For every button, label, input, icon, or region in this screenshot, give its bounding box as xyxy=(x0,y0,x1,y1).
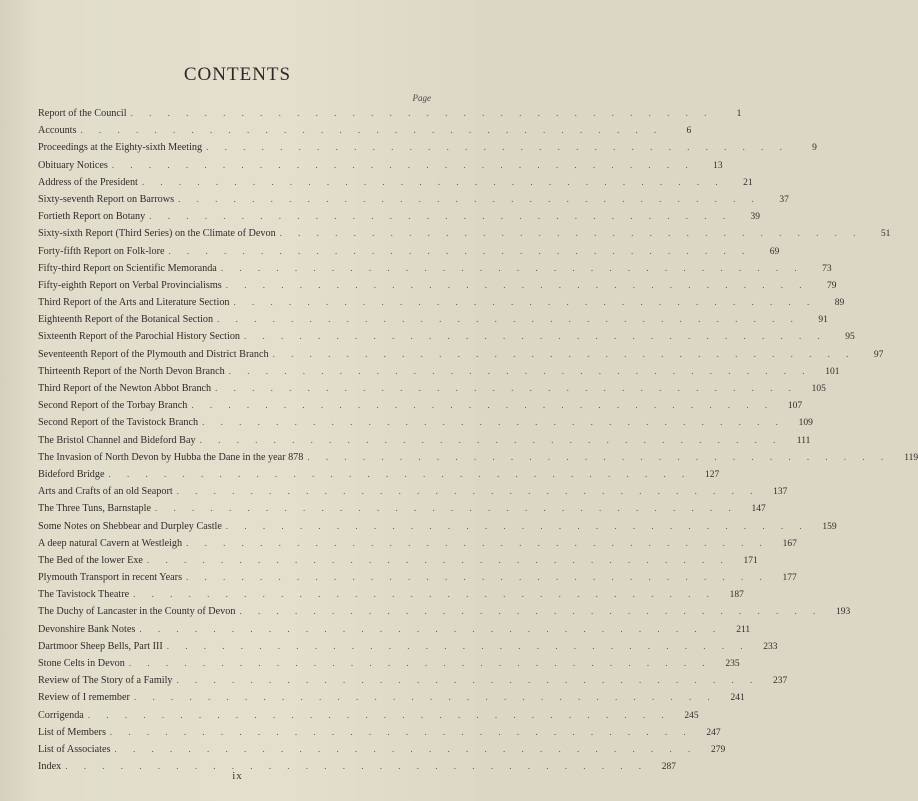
toc-entry xyxy=(38,658,740,675)
toc-entry-title: Second Report of the Torbay Branch xyxy=(38,400,188,412)
leader-dots: . . . . . . . . . . . . . . . . . . . . . . . . . . . . . . . . xyxy=(87,709,671,720)
leader-dots: . . . . . . . . . . . . . . . . . . . . . . . . . . . . . . . . xyxy=(191,400,775,411)
toc-entry-page-number: 91 xyxy=(818,315,828,326)
toc-entry-page-number: 95 xyxy=(845,332,855,343)
toc-entry-title: Sixteenth Report of the Parochial History Section xyxy=(38,331,241,343)
leader-dots: . . . . . . . . . . . . . . . . . . . . . . . . . . . . . . . . xyxy=(149,211,732,222)
toc-entry-page-number: 6 xyxy=(686,126,692,137)
leader-dots: . . . . . . . . . . . . . . . . . . . . . . . . . . . . . . . . xyxy=(225,520,809,531)
toc-entry-title: Devonshire Bank Notes xyxy=(38,623,136,635)
toc-entry-title: Seventeenth Report of the Plymouth and District Branch xyxy=(38,348,269,360)
toc-entry xyxy=(38,692,745,709)
toc-entry xyxy=(38,159,723,177)
toc-entry-page-number: 1 xyxy=(736,109,742,119)
toc-entry xyxy=(38,365,840,383)
toc-entry-title: Accounts xyxy=(38,125,77,137)
toc-entry-page-number: 247 xyxy=(706,727,721,738)
leader-dots: . . . . . . . . . . . . . . . . . . . . . . . . . . . . . . . . xyxy=(239,606,823,617)
toc-entry-title: Some Notes on Shebbear and Durpley Castle xyxy=(38,520,222,532)
toc-entry xyxy=(38,279,837,297)
leader-dots: . . . . . . . . . . . . . . . . . . . . . . . . . . . . . . . . xyxy=(233,297,817,308)
toc-entry xyxy=(38,503,766,520)
toc-entry xyxy=(38,640,778,658)
toc-entry-page-number: 89 xyxy=(834,298,845,309)
toc-entry-title: Dartmoor Sheep Bells, Part III xyxy=(38,640,163,652)
leader-dots: . . . . . . . . . . . . . . . . . . . . . . . . . . . . . . . . xyxy=(279,228,863,239)
toc-entry-title: List of Members xyxy=(38,726,106,738)
toc-entry-page-number: 79 xyxy=(826,280,837,291)
leader-dots: . . . . . . . . . . . . . . . . . . . . . . . . . . . . . . . . xyxy=(141,176,725,187)
leader-dots: . . . . . . . . . . . . . . . . . . . . . . . . . . . . . . . . xyxy=(307,451,891,462)
toc-entry-title: The Bristol Channel and Bideford Bay xyxy=(38,434,196,446)
toc-entry xyxy=(38,228,891,245)
toc-entry xyxy=(38,176,753,194)
leader-dots: . . . . . . . . . . . . . . . . . . . . . . . . . . . . . . . . xyxy=(114,743,698,754)
toc-entry xyxy=(38,520,837,538)
toc-entry-title: Report of the Council xyxy=(38,108,127,119)
toc-entry xyxy=(38,572,797,589)
leader-dots: . . . . . . . . . . . . . . . . . . . . . . . . . . . . . . . . xyxy=(130,108,714,118)
toc-entry xyxy=(38,211,760,228)
leader-dots: . . . . . . . . . . . . . . . . . . . . . . . . . . . . . . . . xyxy=(186,572,769,583)
toc-entry-title: List of Associates xyxy=(38,743,111,755)
toc-entry xyxy=(38,400,803,417)
toc-entry-page-number: 69 xyxy=(769,246,780,257)
toc-entry-page-number: 241 xyxy=(730,693,745,704)
leader-dots: . . . . . . . . . . . . . . . . . . . . . . . . . . . . . . . . xyxy=(186,537,769,548)
page-title: CONTENTS xyxy=(183,64,292,85)
toc-entry-title: Arts and Crafts of an old Seaport xyxy=(38,486,173,498)
toc-entry-page-number: 279 xyxy=(710,744,726,755)
leader-dots: . . . . . . . . . . . . . . . . . . . . . . . . . . . . . . . . xyxy=(228,365,812,376)
toc-entry-title: Obituary Notices xyxy=(38,159,108,171)
toc-entry xyxy=(38,743,726,761)
toc-entry-title: Fifty-eighth Report on Verbal Provincialisms xyxy=(38,279,222,291)
toc-entry xyxy=(38,434,811,452)
toc-entry-page-number: 21 xyxy=(743,177,753,188)
toc-entry-title: A deep natural Cavern at Westleigh xyxy=(38,537,183,549)
toc-entry-title: Bideford Bridge xyxy=(38,468,105,480)
leader-dots: . . . . . . . . . . . . . . . . . . . . . . . . . . . . . . . . xyxy=(178,193,761,204)
toc-entry-page-number: 127 xyxy=(705,469,720,480)
toc-entry-page-number: 235 xyxy=(725,659,740,669)
toc-entry xyxy=(38,331,855,348)
toc-entry-page-number: 211 xyxy=(736,624,751,635)
toc-entry-title: The Three Tuns, Barnstaple xyxy=(38,503,151,515)
toc-entry-title: Review of I remember xyxy=(38,692,130,704)
toc-entry-page-number: 237 xyxy=(773,676,788,687)
toc-entry-title: The Bed of the lower Exe xyxy=(38,554,143,566)
toc-entry-title: Fortieth Report on Botany xyxy=(38,211,146,223)
toc-entry xyxy=(38,245,780,263)
toc-entry-title: Address of the President xyxy=(38,176,138,188)
toc-entry-page-number: 167 xyxy=(782,538,797,549)
leader-dots: . . . . . . . . . . . . . . . . . . . . . . . . . . . . . . . . xyxy=(206,142,789,153)
leader-dots: . . . . . . . . . . . . . . . . . . . . . . . . . . . . . . . . xyxy=(168,245,752,256)
toc-entry xyxy=(38,623,751,641)
toc-entry-page-number: 111 xyxy=(796,435,811,446)
toc-entry xyxy=(38,554,758,572)
toc-entry-title: Fifty-third Report on Scientific Memoranda xyxy=(38,262,217,274)
leader-dots: . . . . . . . . . . . . . . . . . . . . . . . . . . . . . . . . xyxy=(244,331,827,342)
toc-entry-page-number: 107 xyxy=(787,401,803,412)
toc-entry-title: Stone Celts in Devon xyxy=(38,658,125,669)
leader-dots: . . . . . . . . . . . . . . . . . . . . . . . . . . . . . . . . xyxy=(80,125,664,136)
toc-entry xyxy=(38,314,828,331)
toc-entry-title: Review of The Story of a Family xyxy=(38,675,173,687)
toc-entry xyxy=(38,142,817,159)
page-column-label: Page xyxy=(412,93,431,103)
toc-entry-page-number: 119 xyxy=(904,452,918,463)
contents-list xyxy=(38,108,918,778)
toc-entry-title: Plymouth Transport in recent Years xyxy=(38,572,183,584)
leader-dots: . . . . . . . . . . . . . . . . . . . . . . . . . . . . . . . . xyxy=(155,503,738,514)
toc-entry-page-number: 245 xyxy=(684,710,699,721)
toc-entry-title: Thirteenth Report of the North Devon Branch xyxy=(38,365,225,377)
toc-entry-title: Corrigenda xyxy=(38,709,84,721)
toc-entry-title: Forty-fifth Report on Folk-lore xyxy=(38,245,165,257)
toc-entry xyxy=(38,348,884,366)
toc-entry-page-number: 287 xyxy=(661,762,676,773)
toc-entry-title: Third Report of the Arts and Literature Section xyxy=(38,297,230,309)
toc-entry-page-number: 147 xyxy=(751,504,766,515)
toc-entry-page-number: 9 xyxy=(812,143,817,154)
toc-entry-title: Proceedings at the Eighty-sixth Meeting xyxy=(38,142,203,154)
toc-entry xyxy=(38,451,918,469)
toc-entry-title: Eighteenth Report of the Botanical Section xyxy=(38,314,214,326)
toc-entry-page-number: 193 xyxy=(835,607,851,618)
leader-dots: . . . . . . . . . . . . . . . . . . . . . . . . . . . . . . . . xyxy=(111,159,695,170)
toc-entry-title: The Invasion of North Devon by Hubba the Dane in the year 878 xyxy=(38,451,304,463)
toc-entry xyxy=(38,108,742,125)
leader-dots: . . . . . . . . . . . . . . . . . . . . . . . . . . . . . . . . xyxy=(108,468,692,479)
toc-entry xyxy=(38,468,720,486)
leader-dots: . . . . . . . . . . . . . . . . . . . . . . . . . . . . . . . . xyxy=(225,279,809,290)
toc-entry xyxy=(38,193,789,211)
toc-entry-page-number: 37 xyxy=(779,194,789,205)
toc-entry xyxy=(38,262,832,280)
leader-dots: . . . . . . . . . . . . . . . . . . . . . . . . . . . . . . . . xyxy=(166,640,750,651)
toc-entry-page-number: 51 xyxy=(880,229,891,240)
toc-entry-page-number: 171 xyxy=(743,555,758,566)
leader-dots: . . . . . . . . . . . . . . . . . . . . . . . . . . . . . . . . xyxy=(202,417,785,428)
toc-entry-title: Index xyxy=(38,761,62,773)
toc-entry-page-number: 233 xyxy=(763,641,778,652)
toc-entry-page-number: 187 xyxy=(729,590,744,601)
toc-entry-page-number: 177 xyxy=(782,573,797,584)
toc-entry-page-number: 137 xyxy=(773,487,788,498)
toc-entry xyxy=(38,297,845,314)
leader-dots: . . . . . . . . . . . . . . . . . . . . . . . . . . . . . . . . xyxy=(109,726,693,737)
toc-entry-title: Third Report of the Newton Abbot Branch xyxy=(38,383,212,394)
toc-entry xyxy=(38,486,788,503)
leader-dots: . . . . . . . . . . . . . . . . . . . . . . . . . . . . . . . . xyxy=(199,434,783,445)
toc-entry xyxy=(38,417,813,434)
toc-entry-page-number: 73 xyxy=(822,263,832,274)
toc-entry-title: Sixty-seventh Report on Barrows xyxy=(38,193,175,205)
leader-dots: . . . . . . . . . . . . . . . . . . . . . . . . . . . . . . . . xyxy=(128,658,712,668)
leader-dots: . . . . . . . . . . . . . . . . . . . . . . . . . . . . . . . . xyxy=(220,262,804,273)
toc-entry xyxy=(38,589,744,606)
toc-entry-page-number: 159 xyxy=(822,521,837,532)
toc-entry-page-number: 109 xyxy=(798,418,813,429)
leader-dots: . . . . . . . . . . . . . . . . . . . . . . . . . . . . . . . . xyxy=(133,692,717,703)
leader-dots: . . . . . . . . . . . . . . . . . . . . . . . . . . . . . . . . xyxy=(272,348,856,359)
toc-entry xyxy=(38,675,788,692)
leader-dots: . . . . . . . . . . . . . . . . . . . . . . . . . . . . . . . . xyxy=(176,486,760,497)
toc-entry xyxy=(38,383,826,400)
toc-entry-page-number: 13 xyxy=(713,160,723,171)
toc-entry xyxy=(38,726,721,744)
toc-entry-page-number: 39 xyxy=(750,212,760,223)
toc-entry xyxy=(38,709,699,727)
leader-dots: . . . . . . . . . . . . . . . . . . . . . . . . . . . . . . . . xyxy=(146,554,730,565)
leader-dots: . . . . . . . . . . . . . . . . . . . . . . . . . . . . . . . . xyxy=(215,383,798,393)
toc-entry xyxy=(38,125,692,142)
toc-entry xyxy=(38,537,797,555)
leader-dots: . . . . . . . . . . . . . . . . . . . . . . . . . . . . . . . . xyxy=(176,675,760,686)
toc-entry-page-number: 105 xyxy=(811,384,826,394)
leader-dots: . . . . . . . . . . . . . . . . . . . . . . . . . . . . . . . . xyxy=(133,589,716,600)
leader-dots: . . . . . . . . . . . . . . . . . . . . . . . . . . . . . . . . xyxy=(139,623,723,634)
leader-dots: . . . . . . . . . . . . . . . . . . . . . . . . . . . . . . . . xyxy=(217,314,800,325)
toc-entry-title: The Tavistock Theatre xyxy=(38,589,130,601)
toc-entry-page-number: 101 xyxy=(825,366,840,377)
footer-page-number: ix xyxy=(232,770,243,782)
toc-entry-title: The Duchy of Lancaster in the County of Devon xyxy=(38,606,236,618)
toc-entry-title: Sixty-sixth Report (Third Series) on the Climate of Devon xyxy=(38,228,276,240)
toc-entry-page-number: 97 xyxy=(873,349,884,360)
leader-dots: . . . . . . . . . . . . . . . . . . . . . . . . . . . . . . . . xyxy=(65,761,648,772)
toc-entry xyxy=(38,606,851,623)
toc-entry-title: Second Report of the Tavistock Branch xyxy=(38,417,199,429)
